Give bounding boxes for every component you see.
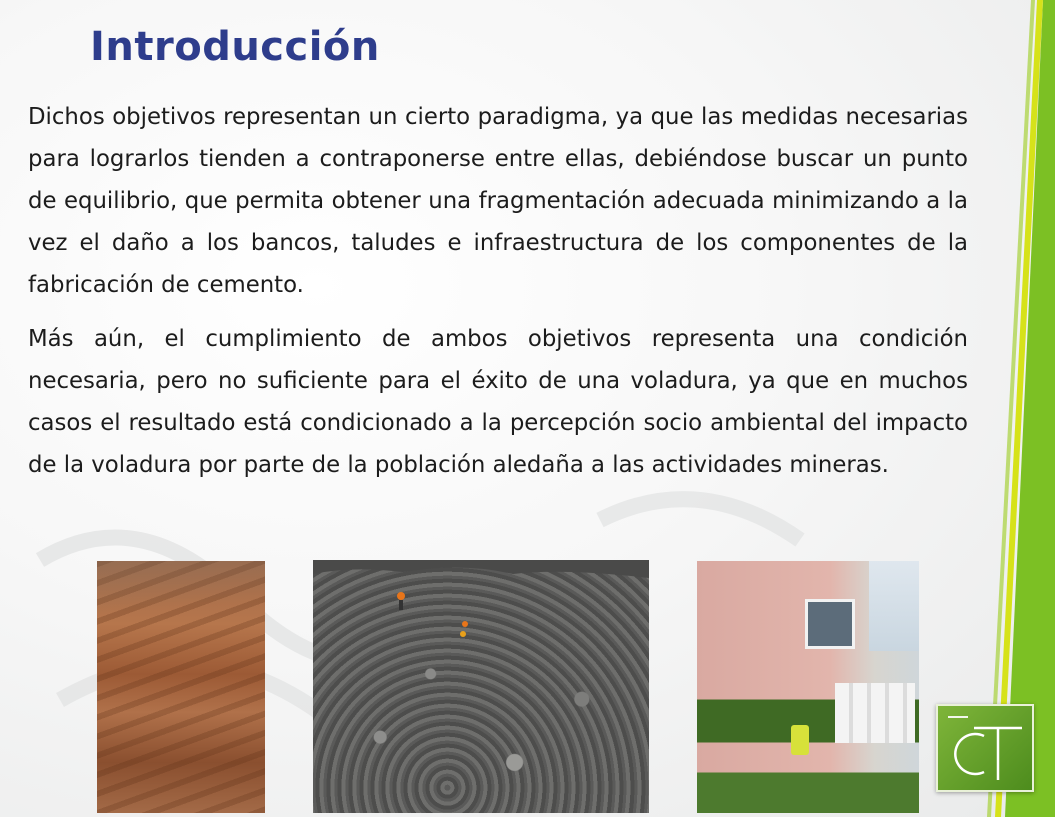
- sky-area: [869, 561, 919, 651]
- ct-logo-mark: [938, 706, 1032, 790]
- worker-figure: [791, 725, 809, 755]
- paragraph-1: Dichos objetivos representan un cierto paradigma, ya que las medidas necesarias para lograrlos tienden a contraponerse entre ellas, debiéndose buscar un punto de equilibrio, que permita obtener una fragmentación adecuada minimizando a la vez el daño a los bancos, taludes e infraestructura de los componentes de la fabricación de cemento.: [28, 104, 968, 298]
- quarry-bench-photo: [97, 561, 265, 813]
- rock-field-detail: [313, 560, 649, 813]
- body-text: [28, 96, 968, 498]
- blasted-rock-field-photo: [313, 560, 649, 813]
- house-vibration-monitoring-photo: [697, 561, 919, 813]
- slide-title: Introducción: [90, 24, 380, 70]
- laundry-line: [835, 683, 915, 743]
- congress-logo: [936, 704, 1034, 792]
- paragraph-2: Más aún, el cumplimiento de ambos objetivos representa una condición necesaria, pero no suficiente para el éxito de una voladura, ya que en muchos casos el resultado está condicionado a la percepción socio ambiental del impacto de la voladura por parte de la población aledaña a las actividades mineras.: [28, 326, 968, 478]
- house-window: [805, 599, 855, 649]
